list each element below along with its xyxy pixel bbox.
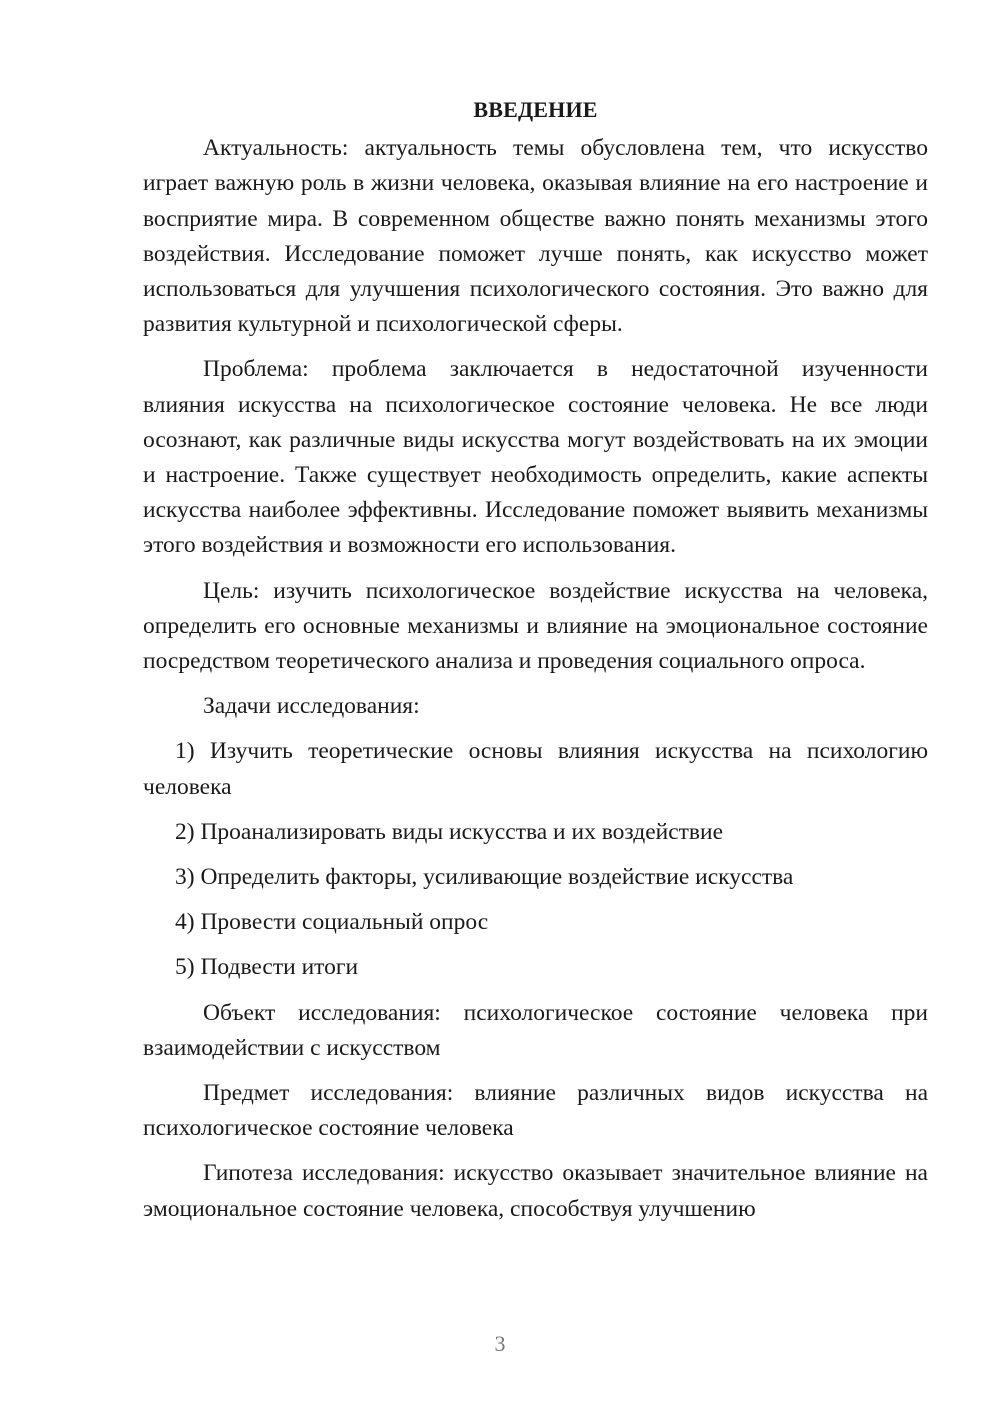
relevance-paragraph: Актуальность: актуальность темы обусловлена тем, что искусство играет важную роль в жизни человека, оказывая влияние на его настроение и восприятие мира. В современном обществе важно понять механизмы этого воздействия. Исследование поможет лучше понять, как искусство может использоваться для улучшения психологического состояния. Это важно для развития культурной и психологической сферы. bbox=[143, 135, 928, 338]
task-item-4: 4) Провести социальный опрос bbox=[175, 909, 489, 936]
task-item-2: 2) Проанализировать виды искусства и их воздействие bbox=[175, 818, 724, 845]
problem-paragraph: Проблема: проблема заключается в недостаточной изученности влияния искусства на психологическое состояние человека. Не все люди осознают, как различные виды искусства могут воздействовать на их эмоции и настроение. Также существует необходимость определить, какие аспекты искусства наиболее эффективны. Исследование поможет выявить механизмы этого воздействия и возможности его использования. bbox=[143, 356, 928, 559]
page-number: 3 bbox=[494, 1331, 506, 1356]
object-paragraph: Объект исследования: психологическое состояние человека при взаимодействии с искусством bbox=[143, 999, 928, 1061]
tasks-heading: Задачи исследования: bbox=[203, 693, 420, 720]
section-title: ВВЕДЕНИЕ bbox=[473, 97, 598, 122]
page-content bbox=[143, 92, 928, 1237]
hypothesis-paragraph: Гипотеза исследования: искусство оказывает значительное влияние на эмоциональное состояние человека, способствуя улучшению bbox=[143, 1160, 928, 1222]
goal-paragraph: Цель: изучить психологическое воздействие искусства на человека, определить его основные механизмы и влияние на эмоциональное состояние посредством теоретического анализа и проведения социального опроса. bbox=[143, 577, 928, 675]
task-item-3: 3) Определить факторы, усиливающие воздействие искусства bbox=[175, 864, 794, 891]
task-item-1: 1) Изучить теоретические основы влияния искусства на психологию человека bbox=[143, 738, 928, 800]
subject-paragraph: Предмет исследования: влияние различных видов искусства на психологическое состояние человека bbox=[143, 1080, 928, 1142]
task-item-5: 5) Подвести итоги bbox=[175, 954, 359, 981]
